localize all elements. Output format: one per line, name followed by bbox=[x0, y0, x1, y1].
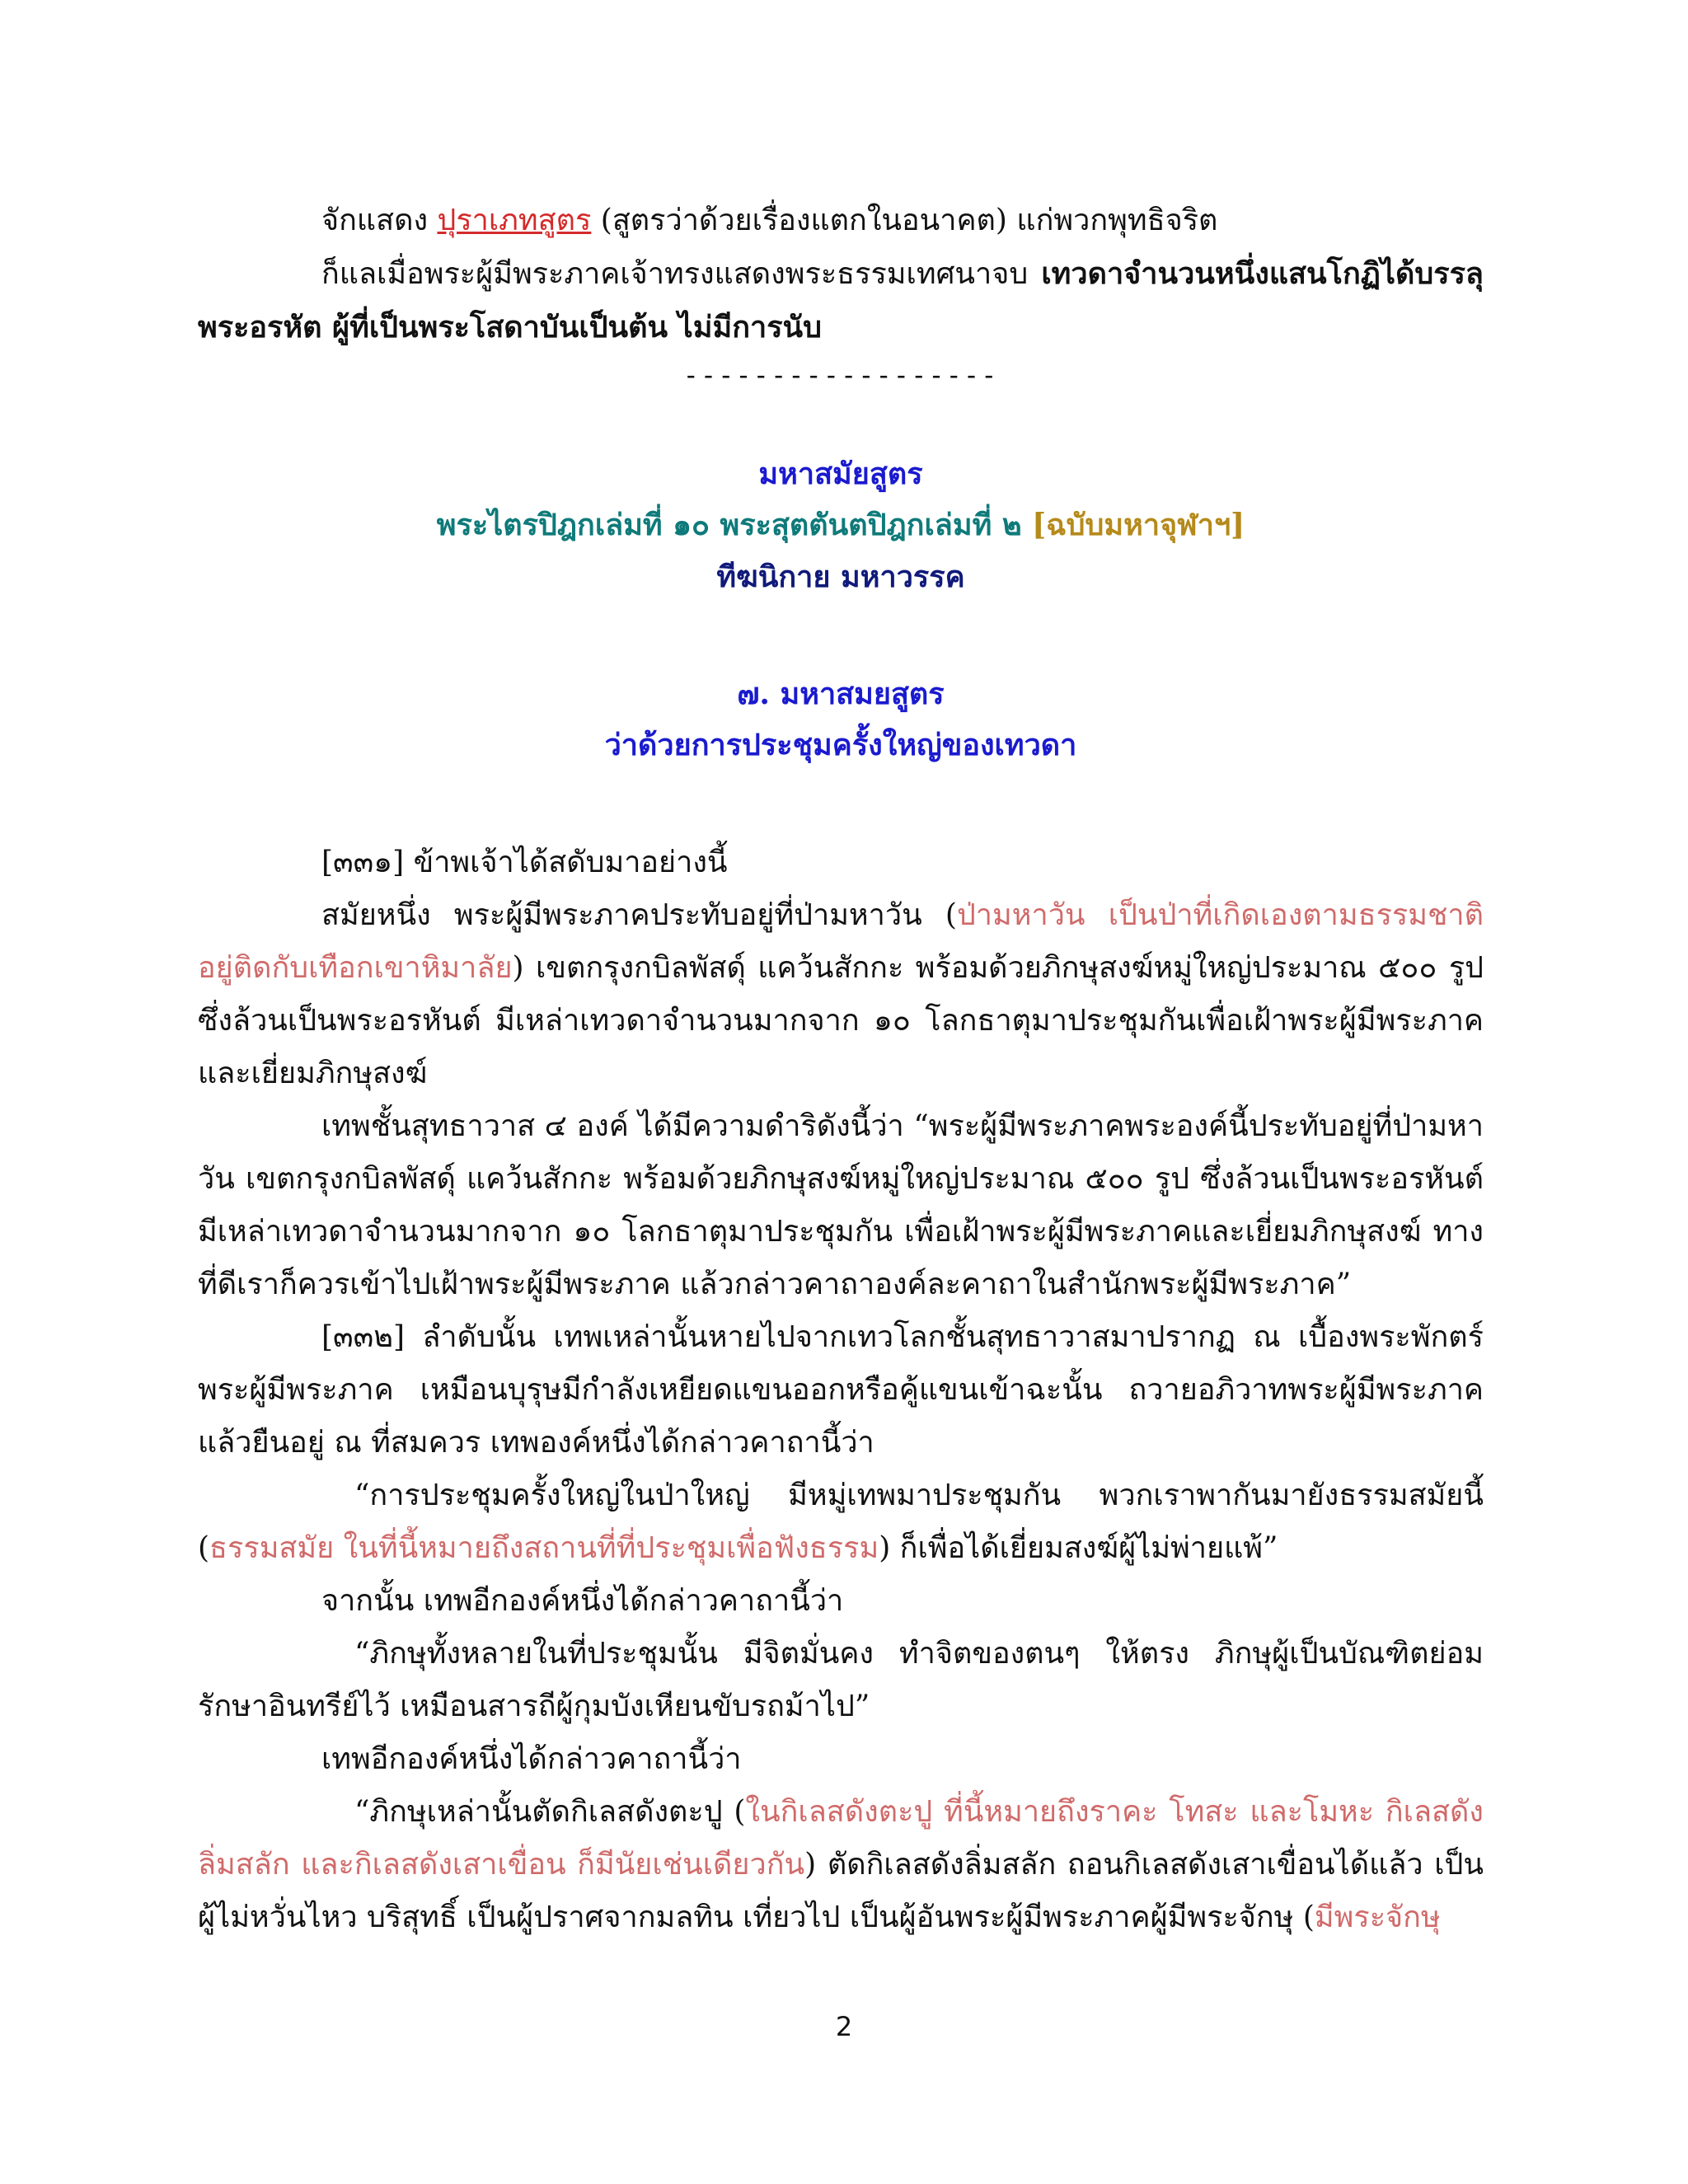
paragraph bbox=[198, 889, 1484, 1100]
sutta-number: ๗. มหาสมยสูตร bbox=[737, 677, 945, 711]
intro-text: (สูตรว่าด้วยเรื่องแตกในอนาคต) แก่พวกพุทธิจริต bbox=[591, 204, 1218, 237]
source-text: พระไตรปิฎกเล่มที่ ๑๐ พระสุตตันตปิฎกเล่มที่ ๒ bbox=[436, 508, 1033, 542]
source-line bbox=[198, 499, 1484, 551]
explanatory-note: ในกิเลสดังตะปู ที่นี้หมายถึงราคะ โทสะ และโมหะ กิเลสดังลิ่มสลัก และกิเลสดังเสาเขื่อน ก็มีนัยเช่นเดียวกัน bbox=[198, 1795, 1484, 1882]
section-divider: ------------------ bbox=[682, 359, 999, 391]
edition-label: [ฉบับมหาจุฬาฯ] bbox=[1032, 508, 1245, 542]
explanatory-note: ธรรมสมัย ในที่นี้หมายถึงสถานที่ที่ประชุมเพื่อฟังธรรม bbox=[209, 1531, 879, 1565]
verse-text: ) ก็เพื่อได้เยี่ยมสงฆ์ผู้ไม่พ่ายแพ้” bbox=[879, 1531, 1278, 1565]
intro-line-1 bbox=[198, 194, 1484, 247]
intro-bold-text: เทวดาจำนวนหนึ่งแสนโกฏิได้บรรลุพระอรหัต ผู้ที่เป็นพระโสดาบันเป็นต้น ไม่มีการนับ bbox=[198, 256, 1484, 344]
verse-text: “ภิกษุเหล่านั้นตัดกิเลสดังตะปู ( bbox=[354, 1795, 746, 1829]
sutta-reference-link[interactable]: ปุราเภทสูตร bbox=[437, 204, 592, 237]
sutta-subtitle: ว่าด้วยการประชุมครั้งใหญ่ของเทวดา bbox=[604, 728, 1077, 762]
paragraph: จากนั้น เทพอีกองค์หนึ่งได้กล่าวคาถานี้ว่า bbox=[321, 1584, 844, 1618]
paragraph-text: สมัยหนึ่ง พระผู้มีพระภาคประทับอยู่ที่ป่ามหาวัน ( bbox=[321, 898, 957, 932]
verse bbox=[198, 1469, 1484, 1575]
verse: “ภิกษุทั้งหลายในที่ประชุมนั้น มีจิตมั่นคง ทำจิตของตนๆ ให้ตรง ภิกษุผู้เป็นบัณฑิตย่อมรักษาอินทรีย์ไว้ เหมือนสารถีผู้กุมบังเหียนขับรถม้าไป” bbox=[198, 1637, 1484, 1723]
paragraph: เทพชั้นสุทธาวาส ๔ องค์ ได้มีความดำริดังนี้ว่า “พระผู้มีพระภาคพระองค์นี้ประทับอยู่ที่ป่ามหาวัน เขตกรุงกบิลพัสดุ์ แคว้นสักกะ พร้อมด้วยภิกษุสงฆ์หมู่ใหญ่ประมาณ ๕๐๐ รูป ซึ่งล้วนเป็นพระอรหันต์ มีเหล่าเทวดาจำนวนมากจาก ๑๐ โลกธาตุมาประชุมกัน เพื่อเฝ้าพระผู้มีพระภาคและเยี่ยมภิกษุสงฆ์ ทางที่ดีเราก็ควรเข้าไปเฝ้าพระผู้มีพระภาค แล้วกล่าวคาถาองค์ละคาถาในสำนักพระผู้มีพระภาค” bbox=[198, 1109, 1484, 1301]
verse bbox=[198, 1786, 1484, 1944]
explanatory-note: มีพระจักษุ bbox=[1314, 1900, 1441, 1934]
explanatory-note: ป่ามหาวัน เป็นป่าที่เกิดเองตามธรรมชาติ อยู่ติดกับเทือกเขาหิมาลัย bbox=[198, 898, 1484, 985]
paragraph-text: ) เขตกรุงกบิลพัสดุ์ แคว้นสักกะ พร้อมด้วยภิกษุสงฆ์หมู่ใหญ่ประมาณ ๕๐๐ รูป ซึ่งล้วนเป็นพระอรหันต์ มีเหล่าเทวดาจำนวนมากจาก ๑๐ โลกธาตุมาประชุมกันเพื่อเฝ้าพระผู้มีพระภาคและเยี่ยมภิกษุสงฆ์ bbox=[198, 951, 1484, 1090]
intro-line-2 bbox=[198, 247, 1484, 354]
page-number: 2 bbox=[835, 2011, 853, 2042]
intro-text: จักแสดง bbox=[321, 204, 438, 237]
intro-text: ก็แลเมื่อพระผู้มีพระภาคเจ้าทรงแสดงพระธรรมเทศนาจบ bbox=[321, 257, 1042, 291]
document-page bbox=[198, 194, 1484, 1944]
paragraph: เทพอีกองค์หนึ่งได้กล่าวคาถานี้ว่า bbox=[321, 1742, 742, 1776]
paragraph: [๓๓๒] ลำดับนั้น เทพเหล่านั้นหายไปจากเทวโลกชั้นสุทธาวาสมาปรากฏ ณ เบื้องพระพักตร์พระผู้มีพระภาค เหมือนบุรุษมีกำลังเหยียดแขนออกหรือคู้แขนเข้าฉะนั้น ถวายอภิวาทพระผู้มีพระภาคแล้วยืนอยู่ ณ ที่สมควร เทพองค์หนึ่งได้กล่าวคาถานี้ว่า bbox=[198, 1320, 1484, 1460]
verse-text: ) ตัดกิเลสดังลิ่มสลัก ถอนกิเลสดังเสาเขื่อนได้แล้ว เป็นผู้ไม่หวั่นไหว บริสุทธิ์ เป็นผู้ปราศจากมลทิน เที่ยวไป เป็นผู้อันพระผู้มีพระภาคผู้มีพระจักษุ ( bbox=[198, 1848, 1484, 1934]
paragraph: [๓๓๑] ข้าพเจ้าได้สดับมาอย่างนี้ bbox=[321, 846, 728, 879]
collection-line: ทีฆนิกาย มหาวรรค bbox=[716, 560, 965, 594]
sutta-title: มหาสมัยสูตร bbox=[758, 457, 923, 491]
verse-text: “การประชุมครั้งใหญ่ในป่าใหญ่ มีหมู่เทพมาประชุมกัน พวกเราพากันมายังธรรมสมัยนี้ ( bbox=[198, 1479, 1484, 1565]
